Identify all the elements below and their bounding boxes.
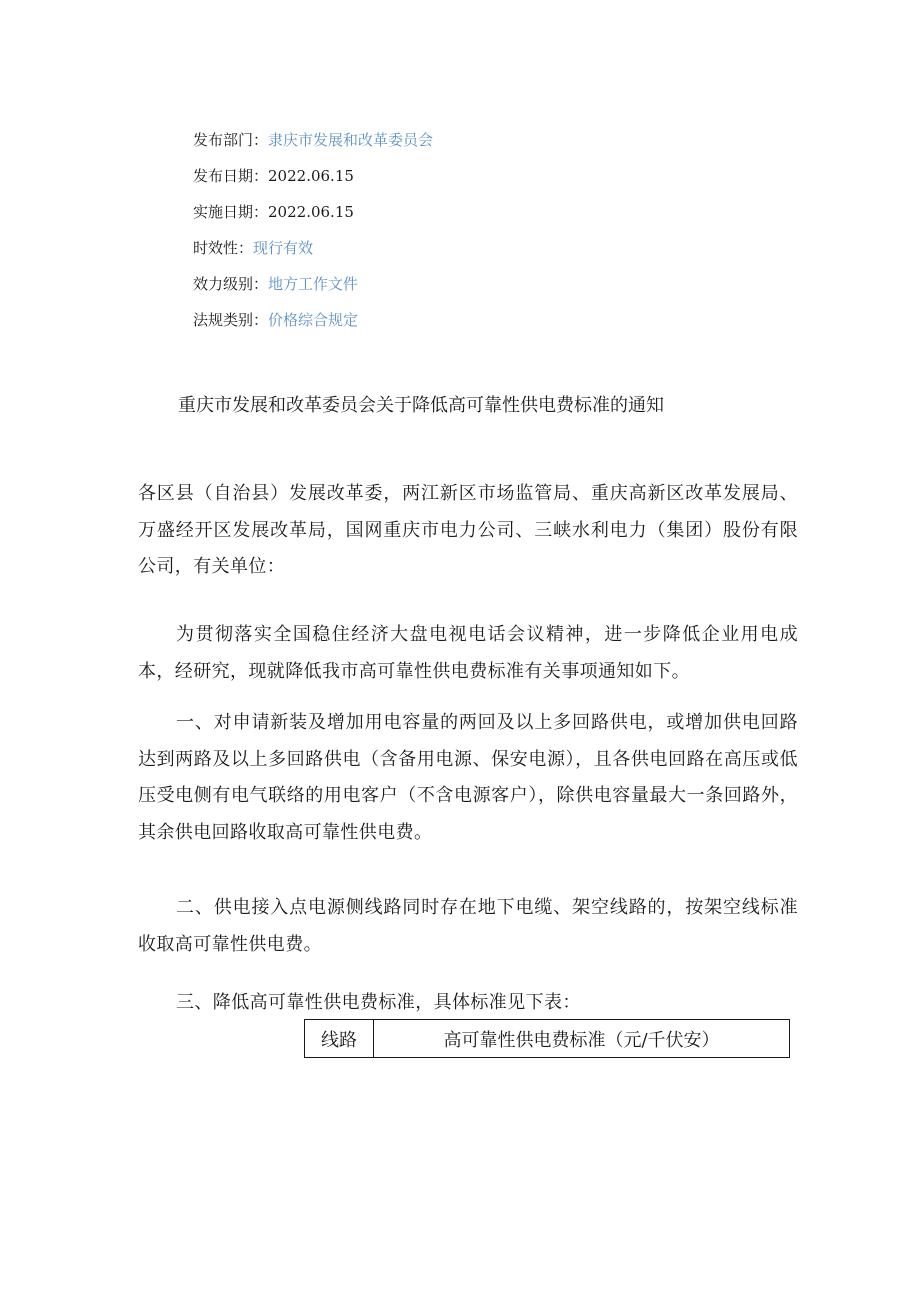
table-header-line: 线路: [305, 1020, 374, 1058]
meta-department: [193, 130, 433, 150]
meta-validity-link[interactable]: 现行有效: [253, 239, 314, 257]
item-1-paragraph: 一、对申请新装及增加用电容量的两回及以上多回路供电，或增加供电回路达到两路及以上多回路供电（含备用电源、保安电源），且各供电回路在高压或低压受电侧有电气联络的用电客户（不含电源客户），除供电容量最大一条回路外，其余供电回路收取高可靠性供电费。: [138, 712, 798, 844]
table-header-fee-standard: 高可靠性供电费标准（元/千伏安）: [374, 1020, 790, 1058]
meta-publish-date-label: 发布日期：: [193, 167, 269, 185]
meta-category-label: 法规类别：: [193, 311, 269, 329]
meta-publish-date-value: 2022.06.15: [268, 167, 354, 185]
recipients-paragraph: 各区县（自治县）发展改革委，两江新区市场监管局、重庆高新区改革发展局、万盛经开区发展改革局，国网重庆市电力公司、三峡水利电力（集团）股份有限公司，有关单位：: [138, 483, 798, 578]
table-header-row: [305, 1020, 790, 1058]
meta-level-link[interactable]: 地方工作文件: [268, 275, 359, 293]
item-2-paragraph: 二、供电接入点电源侧线路同时存在地下电缆、架空线路的，按架空线标准收取高可靠性供电费。: [138, 897, 798, 955]
meta-publish-date: [193, 166, 354, 186]
meta-effective-date: [193, 202, 354, 222]
meta-effective-date-label: 实施日期：: [193, 203, 269, 221]
meta-level: [193, 274, 358, 294]
meta-category: [193, 310, 358, 330]
meta-department-link[interactable]: 隶庆市发展和改革委员会: [268, 131, 434, 149]
meta-validity: [193, 238, 313, 258]
meta-department-label: 发布部门：: [193, 131, 269, 149]
meta-effective-date-value: 2022.06.15: [268, 203, 354, 221]
intro-paragraph: 为贯彻落实全国稳住经济大盘电视电话会议精神，进一步降低企业用电成本，经研究，现就降低我市高可靠性供电费标准有关事项通知如下。: [138, 624, 798, 682]
item-3-paragraph: 三、降低高可靠性供电费标准，具体标准见下表：: [176, 992, 581, 1013]
meta-category-link[interactable]: 价格综合规定: [268, 311, 359, 329]
fee-standard-table: [304, 1019, 790, 1058]
document-title: 重庆市发展和改革委员会关于降低高可靠性供电费标准的通知: [178, 395, 664, 416]
meta-level-label: 效力级别：: [193, 275, 269, 293]
meta-validity-label: 时效性：: [193, 239, 254, 257]
